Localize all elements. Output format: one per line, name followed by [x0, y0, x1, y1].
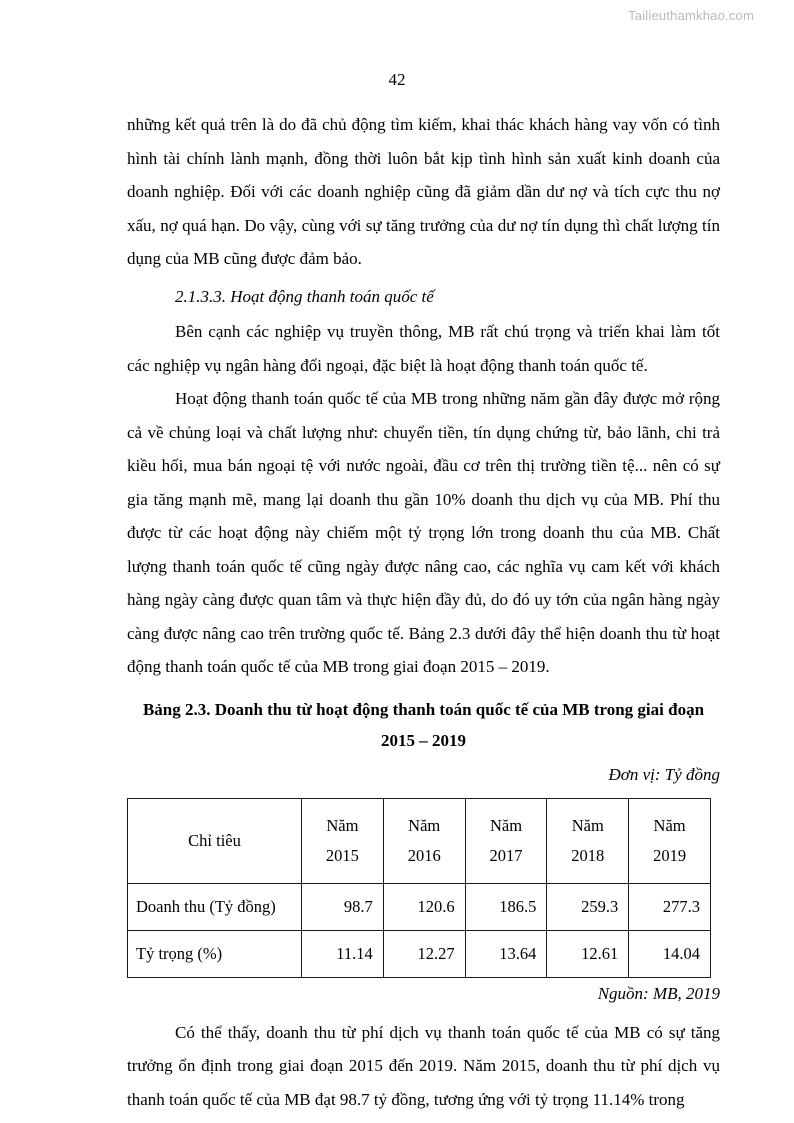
table-row — [128, 930, 711, 977]
table-header-year-2016 — [383, 798, 465, 883]
watermark-text: Tailieuthamkhao.com — [628, 8, 754, 23]
table-caption-line-2: 2015 – 2019 — [381, 730, 466, 750]
proportion-2019: 14.04 — [629, 930, 711, 977]
paragraph-international-payment: Hoạt động thanh toán quốc tế của MB trong những năm gần đây được mở rộng cả về chủng loại và chất lượng như: chuyển tiền, tín dụng chứng từ, bảo lãnh, chi trả kiều hối, mua bán ngoại tệ với nước ngoài, đầu cơ trên thị trường tiền tệ... nên có sự gia tăng mạnh mẽ, mang lại doanh thu gần 10% doanh thu dịch vụ của MB. Phí thu được từ các hoạt động này chiếm một tỷ trọng lớn trong doanh thu của MB. Chất lượng thanh toán quốc tế cũng ngày được nâng cao, các nghĩa vụ cam kết với khách hàng ngày càng được quan tâm và thực hiện đầy đủ, do đó uy tớn của ngân hàng ngày càng được nâng cao trên trường quốc tế. Bảng 2.3 dưới đây thể hiện doanh thu từ hoạt động thanh toán quốc tế của MB trong giai đoạn 2015 – 2019. — [127, 389, 720, 676]
page-content — [127, 108, 720, 1116]
table-header-indicator: Chỉ tiêu — [128, 798, 302, 883]
proportion-2017: 13.64 — [465, 930, 547, 977]
year-word-2018: Năm — [571, 815, 604, 835]
revenue-2018: 259.3 — [547, 883, 629, 930]
table-caption-line-1: Bảng 2.3. Doanh thu từ hoạt động thanh toán quốc tế của MB trong giai đoạn — [142, 699, 705, 719]
year-word-2017: Năm — [489, 815, 523, 835]
table-header-year-2019 — [629, 798, 711, 883]
table-row — [128, 883, 711, 930]
table-caption — [127, 694, 720, 756]
revenue-table — [127, 798, 711, 978]
year-word-2019: Năm — [653, 815, 686, 835]
table-header-year-2018 — [547, 798, 629, 883]
proportion-2018: 12.61 — [547, 930, 629, 977]
table-unit-note: Đơn vị: Tỷ đồng — [608, 764, 720, 784]
paragraph-analysis: Có thể thấy, doanh thu từ phí dịch vụ thanh toán quốc tế của MB có sự tăng trưởng ổn định trong giai đoạn 2015 đến 2019. Năm 2015, doanh thu từ phí dịch vụ thanh toán quốc tế của MB đạt 98.7 tỷ đồng, tương ứng với tỷ trọng 11.14% trong — [127, 1022, 720, 1109]
year-word-2015: Năm — [326, 815, 359, 835]
year-value-2016: 2016 — [407, 845, 441, 865]
table-source-note: Nguồn: MB, 2019 — [597, 983, 720, 1003]
revenue-2015: 98.7 — [302, 883, 384, 930]
proportion-2016: 12.27 — [383, 930, 465, 977]
table-header-year-2015 — [302, 798, 384, 883]
table-header-row — [128, 798, 711, 883]
year-value-2019: 2019 — [653, 845, 687, 865]
section-heading-2-1-3-3: 2.1.3.3. Hoạt động thanh toán quốc tế — [175, 286, 434, 306]
year-value-2015: 2015 — [325, 845, 359, 865]
page-number: 42 — [388, 70, 406, 89]
row-label-proportion: Tỷ trọng (%) — [128, 930, 302, 977]
table-header-year-2017 — [465, 798, 547, 883]
year-value-2017: 2017 — [489, 845, 523, 865]
paragraph-intro-services: Bên cạnh các nghiệp vụ truyền thông, MB rất chú trọng và triển khai làm tốt các nghiệp vụ ngân hàng đối ngoại, đặc biệt là hoạt động thanh toán quốc tế. — [127, 322, 720, 375]
proportion-2015: 11.14 — [302, 930, 384, 977]
row-label-revenue: Doanh thu (Tỷ đồng) — [128, 883, 302, 930]
revenue-2016: 120.6 — [383, 883, 465, 930]
revenue-2019: 277.3 — [629, 883, 711, 930]
paragraph-continuation: những kết quả trên là do đã chủ động tìm kiếm, khai thác khách hàng vay vốn có tình hình tài chính lành mạnh, đồng thời luôn bắt kịp tình hình sản xuất kinh doanh của doanh nghiệp. Đối với các doanh nghiệp cũng đã giảm dần dư nợ và tích cực thu nợ xấu, nợ quá hạn. Do vậy, cùng với sự tăng trưởng của dư nợ tín dụng thì chất lượng tín dụng của MB cũng được đảm bảo. — [127, 115, 720, 268]
year-word-2016: Năm — [408, 815, 441, 835]
revenue-2017: 186.5 — [465, 883, 547, 930]
year-value-2018: 2018 — [571, 845, 605, 865]
